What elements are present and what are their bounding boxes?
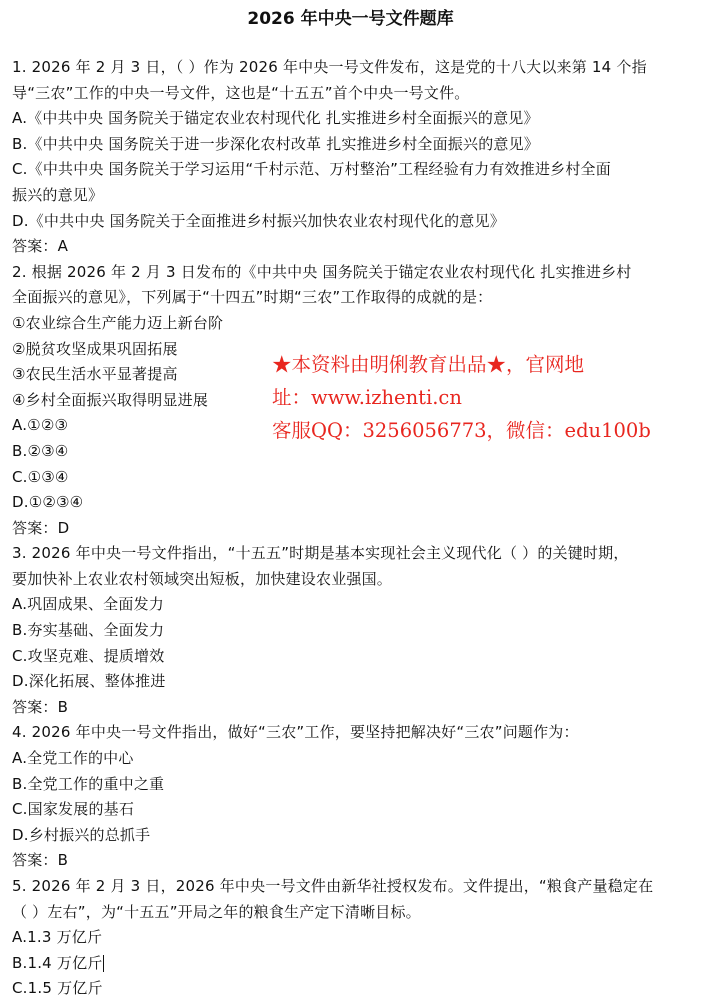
option-c: C.1.5 万亿斤 (12, 979, 103, 998)
option-a: A.①②③ (12, 416, 69, 435)
statement-1: ①农业综合生产能力迈上新台阶 (12, 313, 224, 332)
watermark-line-3: 客服QQ：3256056773，微信：edu100b (272, 419, 651, 442)
statement-4: ④乡村全面振兴取得明显进展 (12, 390, 209, 409)
question-stem-line: 1. 2026 年 2 月 3 日，（ ）作为 2026 年中央一号文件发布，这是党的十八大以来第 14 个指 (12, 58, 647, 76)
option-d: D.乡村振兴的总抓手 (12, 825, 151, 844)
question-3 (12, 541, 692, 720)
option-a: A.1.3 万亿斤 (12, 928, 103, 947)
option-a: A.巩固成果、全面发力 (12, 595, 164, 614)
question-stem-line: 5. 2026 年 2 月 3 日，2026 年中央一号文件由新华社授权发布。文件提出，“粮食产量稳定在 (12, 877, 654, 895)
question-1 (12, 55, 692, 260)
question-stem-line: （ ）左右”，为“十五五”开局之年的粮食生产定下清晰目标。 (12, 902, 421, 921)
question-stem-line: 要加快补上农业农村领域突出短板，加快建设农业强国。 (12, 569, 393, 588)
watermark-line-2: 址：www.izhenti.cn (272, 386, 462, 409)
option-b: B.②③④ (12, 441, 69, 460)
option-b-text: B.1.4 万亿斤 (12, 953, 103, 972)
option-b (12, 951, 692, 977)
answer-line: 答案：B (12, 697, 69, 716)
option-a: A.《中共中央 国务院关于锚定农业农村现代化 扎实推进乡村全面振兴的意见》 (12, 109, 539, 128)
option-c: C.①③④ (12, 467, 69, 486)
answer-line: 答案：B (12, 851, 69, 870)
answer-line: 答案：A (12, 237, 69, 256)
option-b: B.夯实基础、全面发力 (12, 621, 165, 640)
option-b: B.《中共中央 国务院关于进一步深化农村改革 扎实推进乡村全面振兴的意见》 (12, 134, 539, 153)
question-stem-line: 4. 2026 年中央一号文件指出，做好“三农”工作，要坚持把解决好“三农”问题作为： (12, 723, 579, 742)
option-a: A.全党工作的中心 (12, 749, 134, 768)
question-5 (12, 874, 692, 1002)
question-stem-line: 3. 2026 年中央一号文件指出，“十五五”时期是基本实现社会主义现代化（ ）的关键时期， (12, 544, 629, 563)
text-cursor (103, 955, 104, 972)
option-c: C.攻坚克难、提质增效 (12, 646, 165, 665)
question-stem-line: 2. 根据 2026 年 2 月 3 日发布的《中共中央 国务院关于锚定农业农村现代化 扎实推进乡村 (12, 262, 632, 281)
statement-2: ②脱贫攻坚成果巩固拓展 (12, 339, 178, 358)
watermark-line-1: ★本资料由明俐教育出品★，官网地 (272, 353, 585, 376)
option-c-continued: 振兴的意见》 (12, 185, 104, 204)
answer-line: 答案：D (12, 518, 70, 537)
question-4 (12, 720, 692, 874)
option-c: C.《中共中央 国务院关于学习运用“千村示范、万村整治”工程经验有力有效推进乡村全面 (12, 160, 611, 179)
option-b: B.全党工作的重中之重 (12, 774, 165, 793)
question-list (12, 55, 692, 1002)
watermark (272, 348, 692, 447)
option-d: D.《中共中央 国务院关于全面推进乡村振兴加快农业农村现代化的意见》 (12, 211, 505, 230)
option-d: D.①②③④ (12, 493, 84, 512)
option-d: D.深化拓展、整体推进 (12, 672, 166, 691)
option-c: C.国家发展的基石 (12, 800, 135, 819)
statement-3: ③农民生活水平显著提高 (12, 365, 178, 384)
question-stem-line: 全面振兴的意见》，下列属于“十四五”时期“三农”工作取得的成就的是： (12, 288, 493, 307)
document-title: 2026 年中央一号文件题库 (247, 9, 454, 29)
question-stem-line: 导“三农”工作的中央一号文件，这也是“十五五”首个中央一号文件。 (12, 83, 470, 102)
